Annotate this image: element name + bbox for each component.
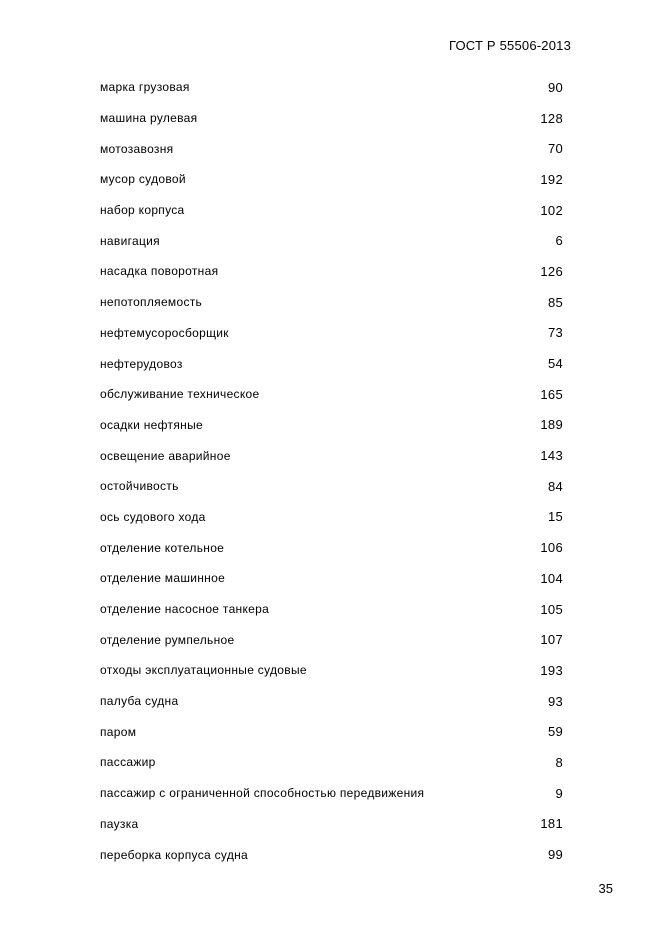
- index-page-ref: 192: [540, 171, 563, 187]
- index-term: пассажир с ограниченной способностью передвижения: [100, 786, 425, 801]
- index-page-ref: 93: [547, 693, 563, 709]
- index-page-ref: 193: [540, 662, 563, 678]
- index-term: машина рулевая: [100, 111, 198, 126]
- index-entry: [100, 256, 563, 287]
- index-entry: [100, 532, 563, 563]
- index-term: навигация: [100, 233, 160, 248]
- index-entry: [100, 318, 563, 349]
- index-term: обслуживание техническое: [100, 387, 260, 402]
- index-entry: [100, 225, 563, 256]
- index-entry: [100, 563, 563, 594]
- index-entry: [100, 133, 563, 164]
- index-entry: [100, 103, 563, 134]
- index-page-ref: 84: [547, 478, 563, 494]
- index-term: переборка корпуса судна: [100, 847, 249, 862]
- index-entry: [100, 410, 563, 441]
- index-page-ref: 102: [540, 202, 563, 218]
- index-entry: [100, 809, 563, 840]
- index-term: паром: [100, 724, 137, 739]
- document-header: ГОСТ Р 55506-2013: [448, 38, 571, 53]
- index-term: отделение машинное: [100, 571, 226, 586]
- index-page-ref: 143: [540, 448, 563, 464]
- page-number: 35: [598, 881, 613, 896]
- term-index-list: [100, 72, 563, 870]
- index-page-ref: 73: [547, 325, 563, 341]
- index-page-ref: 126: [540, 263, 563, 279]
- index-term: нефтемусоросборщик: [100, 325, 229, 340]
- index-page-ref: 104: [540, 570, 563, 586]
- index-entry: [100, 287, 563, 318]
- index-term: нефтерудовоз: [100, 356, 183, 371]
- index-page-ref: 70: [547, 141, 563, 157]
- index-entry: [100, 778, 563, 809]
- index-term: непотопляемость: [100, 295, 203, 310]
- index-term: паузка: [100, 816, 139, 831]
- index-entry: [100, 72, 563, 103]
- index-page-ref: 99: [547, 847, 563, 863]
- index-entry: [100, 471, 563, 502]
- index-entry: [100, 164, 563, 195]
- index-page-ref: 165: [540, 386, 563, 402]
- index-term: остойчивость: [100, 479, 179, 494]
- index-entry: [100, 655, 563, 686]
- index-entry: [100, 747, 563, 778]
- index-term: пассажир: [100, 755, 156, 770]
- index-entry: [100, 440, 563, 471]
- index-term: освещение аварийное: [100, 448, 231, 463]
- index-page-ref: 8: [555, 754, 563, 770]
- index-page-ref: 107: [540, 632, 563, 648]
- index-term: марка грузовая: [100, 80, 190, 95]
- index-term: отделение котельное: [100, 540, 225, 555]
- index-page-ref: 189: [540, 417, 563, 433]
- index-page-ref: 9: [555, 785, 563, 801]
- index-term: насадка поворотная: [100, 264, 219, 279]
- index-page-ref: 59: [547, 724, 563, 740]
- index-term: мотозавозня: [100, 141, 174, 156]
- index-page-ref: 181: [540, 816, 563, 832]
- index-page-ref: 105: [540, 601, 563, 617]
- index-entry: [100, 716, 563, 747]
- index-term: отделение насосное танкера: [100, 602, 270, 617]
- index-term: осадки нефтяные: [100, 417, 203, 432]
- index-entry: [100, 686, 563, 717]
- index-page-ref: 90: [547, 79, 563, 95]
- index-entry: [100, 502, 563, 533]
- index-term: палуба судна: [100, 694, 179, 709]
- index-page-ref: 6: [555, 233, 563, 249]
- index-entry: [100, 839, 563, 870]
- index-term: отходы эксплуатационные судовые: [100, 663, 307, 678]
- index-page-ref: 106: [540, 540, 563, 556]
- index-page-ref: 128: [540, 110, 563, 126]
- index-entry: [100, 195, 563, 226]
- index-page-ref: 54: [547, 356, 563, 372]
- index-term: мусор судовой: [100, 172, 186, 187]
- index-term: набор корпуса: [100, 203, 185, 218]
- index-term: отделение румпельное: [100, 632, 235, 647]
- index-page-ref: 85: [547, 294, 563, 310]
- index-entry: [100, 624, 563, 655]
- index-entry: [100, 348, 563, 379]
- index-entry: [100, 594, 563, 625]
- index-term: ось судового хода: [100, 509, 206, 524]
- index-page-ref: 15: [547, 509, 563, 525]
- index-entry: [100, 379, 563, 410]
